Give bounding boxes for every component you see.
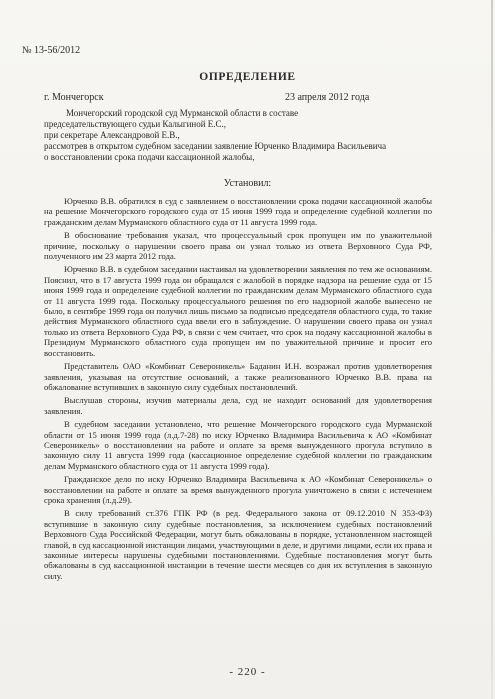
intro-line: председательствующего судьи Калыгиной Е.С., [44,119,227,129]
body-text [44,196,432,584]
city: г. Мончегорск [44,92,104,103]
paragraph: Представитель ОАО «Комбинат Североникель» Баданин И.Н. возражал против удовлетворения заявления, указывая на отсутствие оснований, а также реализованного Юрченко В.В. права на обжалование вступивших в законную силу судебных постановлений. [44,361,432,392]
paragraph: Выслушав стороны, изучив материалы дела, суд не находит оснований для удовлетворения заявления. [44,395,432,416]
paragraph: В силу требований ст.376 ГПК РФ (в ред. Федерального закона от 09.12.2010 N 353-ФЗ) вступившие в законную силу судебные постановления, за исключением судебных постановлений Верховного Суда Российской Федерации, могут быть обжалованы в порядке, установленном настоящей главой, в суд кассационной инстанции лицами, участвующими в деле, и другими лицами, если их права и законные интересы нарушены судебными постановлениями. Судебные постановления могут быть обжалованы в суд кассационной инстанции в течение шести месяцев со дня их вступления в законную силу. [44,508,432,581]
intro-line: о восстановлении срока подачи кассационной жалобы, [44,152,255,162]
intro-block [44,108,404,163]
case-number: № 13-56/2012 [22,45,81,56]
page-edge-shadow [491,0,493,699]
paragraph: В судебном заседании установлено, что решение Мончегорского городского суда Мурманской области от 15 июня 1999 года (л.д.7-28) по иску Юрченко Владимира Васильевича к АО «Комбинат Североникель» о восстановлении на работе и оплате за время вынужденного прогула вступило в законную силу 11 августа 1999 года (кассационное определение судебной коллегии по гражданским делам Мурманского областного суда от 11 августа 1999 года). [44,419,432,471]
intro-line: рассмотрев в открытом судебном заседании заявление Юрченко Владимира Васильевича [44,141,387,151]
paragraph: Гражданское дело по иску Юрченко Владимира Васильевича к АО «Комбинат Североникель» о восстановлении на работе и оплате за время вынужденного прогула уничтожено в связи с истечением срока хранения (л.д.29). [44,474,432,505]
intro-line: Мончегорский городской суд Мурманской области в составе [66,108,299,118]
document-title: ОПРЕДЕЛЕНИЕ [199,71,296,83]
paragraph: Юрченко В.В. обратился в суд с заявлением о восстановлении срока подачи кассационной жалобы на решение Мончегорского городского суда от 15 июня 1999 года и определение судебной коллегии по гражданским делам Мурманского областного суда от 11 августа 1999 года. [44,196,432,227]
page-number [0,666,495,678]
paragraph: Юрченко В.В. в судебном заседании настаивал на удовлетворении заявления по тем же основаниям. Пояснил, что в 17 августа 1999 года он обращался с жалобой в порядке надзора на решение суда от 15 июня 1999 года и определение судебной коллегии по гражданским делам Мурманского областного суда от 11 августа 1999 года. Поскольку процессуального решения по его надзорной жалобе вынесено не было, в сентябре 1999 года он получил лишь письмо за подписью председателя областного суда, то такие действия Мурманского областного суда ввели его в заблуждение. О нарушении своего права он узнал только из ответа Верховного Суда РФ, в связи с чем считает, что срок на подачу кассационной жалобы в Президиум Мурманского областного суда пропущен им по уважительной причине и просит его восстановить. [44,264,432,358]
paragraph: В обоснование требования указал, что процессуальный срок пропущен им по уважительной причине, поскольку о нарушении своего права он узнал только из ответа Верховного Суда РФ, полученного им 23 марта 2012 года. [44,230,432,262]
established-heading: Установил: [223,178,272,189]
document-date: 23 апреля 2012 года [285,92,370,103]
page-number-text: - 220 - [229,666,266,678]
intro-line: при секретаре Александровой Е.В., [44,130,180,140]
